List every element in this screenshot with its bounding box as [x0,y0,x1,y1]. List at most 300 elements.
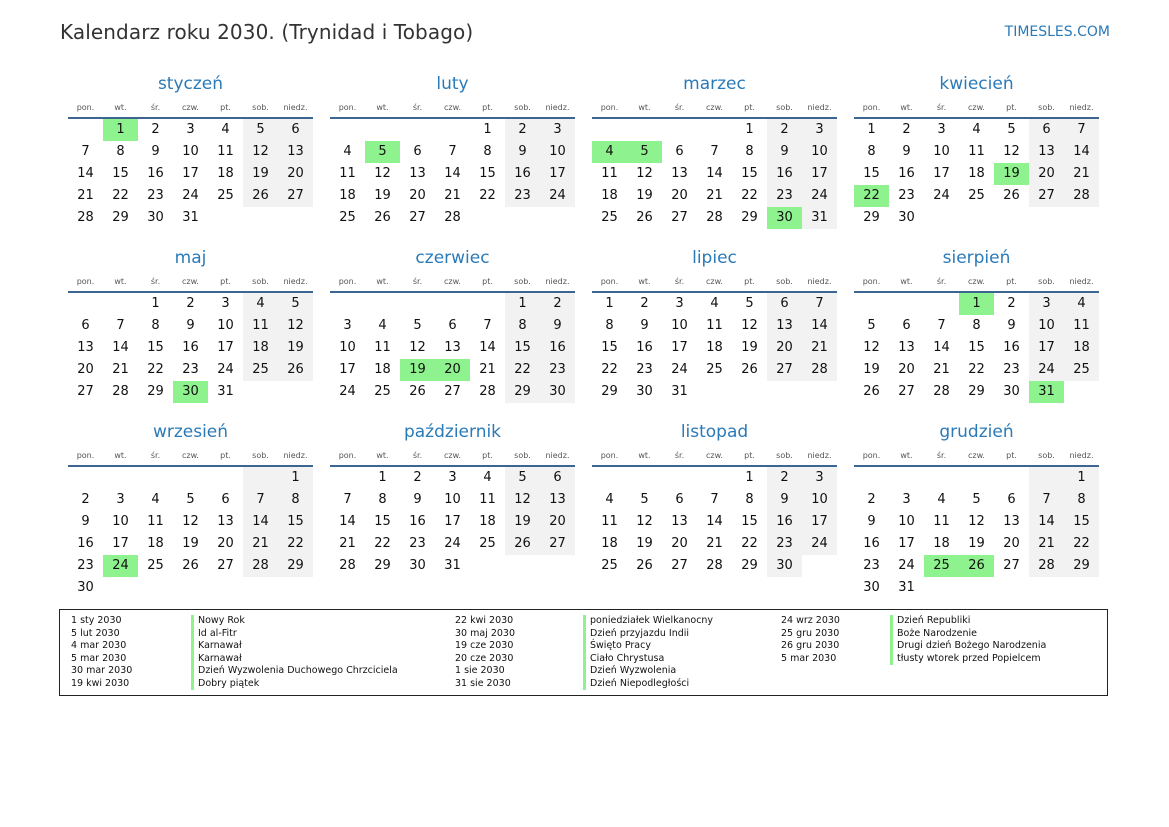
holiday-day-cell: 1 [103,119,138,141]
day-cell: 29 [147,384,164,399]
day-cell: 1 [483,122,492,137]
legend-date: 22 kwi 2030 [455,615,514,626]
day-cell: 5 [278,293,313,315]
day-cell: 17 [182,166,199,181]
day-cell: 19 [968,536,985,551]
empty-cell [1029,577,1064,599]
day-cell: 25 [601,558,618,573]
legend-date: 24 wrz 2030 [781,615,840,626]
day-cell: 7 [116,318,125,333]
days-grid [592,119,837,229]
day-cell: 8 [745,144,754,159]
day-cell: 9 [767,489,802,511]
days-grid [330,467,575,577]
weekday-label: wt. [114,451,127,460]
day-cell: 11 [217,144,234,159]
day-cell: 27 [444,384,461,399]
legend-holiday-name: Święto Pracy [590,640,651,651]
days-grid [854,119,1099,229]
empty-cell [103,577,138,599]
day-cell: 15 [741,166,758,181]
empty-cell [278,381,313,403]
day-cell: 23 [77,558,94,573]
day-cell: 20 [409,188,426,203]
day-cell: 8 [867,144,876,159]
day-cell: 26 [182,558,199,573]
day-cell: 5 [972,492,981,507]
day-cell: 4 [243,293,278,315]
day-cell: 21 [243,533,278,555]
day-cell: 23 [147,188,164,203]
empty-cell [365,293,400,315]
day-cell: 10 [182,144,199,159]
weekday-label: śr. [674,277,685,286]
weekday-label: pon. [862,451,881,460]
weekday-label: pt. [744,277,755,286]
day-cell: 10 [802,489,837,511]
holiday-day-cell: 26 [959,555,994,577]
day-cell: 11 [968,144,985,159]
day-cell: 13 [898,340,915,355]
day-cell: 2 [867,492,876,507]
weekday-header [330,447,575,467]
month-name: sierpień [942,248,1011,268]
day-cell: 10 [444,492,461,507]
day-cell: 3 [802,467,837,489]
day-cell: 8 [745,492,754,507]
day-cell: 2 [151,122,160,137]
empty-cell [924,293,959,315]
days-grid [330,119,575,229]
day-cell: 18 [601,188,618,203]
day-cell: 3 [540,119,575,141]
day-cell: 26 [636,210,653,225]
legend-holiday-name: Dzień Republiki [897,615,971,626]
day-cell: 27 [217,558,234,573]
month-calendar [592,70,837,244]
weekday-label: sob. [252,103,269,112]
day-cell: 14 [444,166,461,181]
weekday-label: pon. [76,451,95,460]
weekday-label: pon. [862,103,881,112]
day-cell: 26 [636,558,653,573]
day-cell: 20 [671,188,688,203]
day-cell: 8 [505,315,540,337]
day-cell: 13 [767,315,802,337]
empty-cell [802,555,837,577]
day-cell: 18 [968,166,985,181]
weekday-label: czw. [182,103,199,112]
day-cell: 16 [77,536,94,551]
day-cell: 5 [640,492,649,507]
day-cell: 12 [278,315,313,337]
legend-date: 4 mar 2030 [71,640,127,651]
legend-date: 19 kwi 2030 [71,677,130,689]
legend-date: 1 sie 2030 [455,665,505,676]
day-cell: 8 [278,489,313,511]
day-cell: 15 [147,340,164,355]
day-cell: 31 [802,207,837,229]
day-cell: 25 [147,558,164,573]
day-cell: 26 [409,384,426,399]
weekday-header [592,447,837,467]
weekday-label: pon. [76,277,95,286]
day-cell: 13 [217,514,234,529]
day-cell: 22 [505,359,540,381]
day-cell: 26 [863,384,880,399]
day-cell: 16 [1003,340,1020,355]
legend-holiday-name: Dzień Niepodległości [590,677,690,689]
weekday-label: sob. [514,451,531,460]
day-cell: 9 [1007,318,1016,333]
day-cell: 29 [374,558,391,573]
legend-date: 31 sie 2030 [455,677,511,689]
day-cell: 5 [413,318,422,333]
legend-holiday-name: Dzień Wyzwolenia [590,665,677,676]
empty-cell [103,467,138,489]
day-cell: 17 [898,536,915,551]
day-cell: 20 [278,163,313,185]
weekday-label: czw. [968,277,985,286]
day-cell: 12 [374,166,391,181]
day-cell: 13 [278,141,313,163]
weekday-label: niedz. [807,277,832,286]
empty-cell [1064,381,1099,403]
day-cell: 19 [505,511,540,533]
day-cell: 12 [1003,144,1020,159]
day-cell: 25 [601,210,618,225]
day-cell: 21 [112,362,129,377]
month-calendar [330,70,575,244]
day-cell: 21 [802,337,837,359]
day-cell: 28 [339,558,356,573]
day-cell: 18 [601,536,618,551]
day-cell: 28 [77,210,94,225]
day-cell: 23 [767,533,802,555]
empty-cell [505,207,540,229]
empty-cell [959,207,994,229]
month-calendar [854,244,1099,418]
day-cell: 30 [636,384,653,399]
day-cell: 15 [968,340,985,355]
weekday-label: wt. [376,103,389,112]
day-cell: 7 [1029,489,1064,511]
day-cell: 15 [278,511,313,533]
weekday-label: niedz. [1069,451,1094,460]
day-cell: 23 [767,185,802,207]
day-cell: 20 [1029,163,1064,185]
day-cell: 28 [444,210,461,225]
weekday-label: niedz. [1069,277,1094,286]
day-cell: 10 [1029,315,1064,337]
day-cell: 20 [540,511,575,533]
holiday-day-cell: 19 [400,359,435,381]
empty-cell [854,467,889,489]
legend-date: 25 gru 2030 [781,627,840,639]
day-cell: 12 [182,514,199,529]
weekday-label: wt. [900,451,913,460]
day-cell: 9 [413,492,422,507]
day-cell: 15 [374,514,391,529]
days-grid [330,293,575,403]
holiday-legend [59,609,1108,696]
weekday-label: sob. [1038,277,1055,286]
day-cell: 30 [409,558,426,573]
legend-holiday-name: Boże Narodzenie [897,627,977,639]
weekday-header [68,447,313,467]
day-cell: 6 [675,144,684,159]
day-cell: 2 [767,119,802,141]
day-cell: 15 [863,166,880,181]
day-cell: 14 [706,166,723,181]
day-cell: 14 [479,340,496,355]
day-cell: 19 [182,536,199,551]
day-cell: 1 [278,467,313,489]
month-calendar [592,244,837,418]
day-cell: 8 [378,492,387,507]
day-cell: 2 [640,296,649,311]
legend-date: 5 lut 2030 [71,627,120,639]
legend-holiday-name: Ciało Chrystusa [590,652,665,664]
day-cell: 2 [81,492,90,507]
empty-cell [470,555,505,577]
day-cell: 25 [243,359,278,381]
site-link[interactable]: TIMESLES.COM [1004,24,1110,40]
day-cell: 5 [186,492,195,507]
day-cell: 18 [374,362,391,377]
day-cell: 25 [1064,359,1099,381]
empty-cell [435,293,470,315]
day-cell: 1 [378,470,387,485]
day-cell: 11 [374,340,391,355]
days-grid [592,467,837,577]
legend-dates-1 [71,615,132,690]
legend-holiday-name: Karnawał [198,652,242,664]
day-cell: 1 [605,296,614,311]
legend-date: 30 mar 2030 [71,665,133,676]
day-cell: 1 [1064,467,1099,489]
day-cell: 6 [413,144,422,159]
legend-date: 26 gru 2030 [781,640,840,651]
empty-cell [400,293,435,315]
holiday-day-cell: 22 [854,185,889,207]
day-cell: 22 [1064,533,1099,555]
day-cell: 27 [1029,185,1064,207]
day-cell: 19 [863,362,880,377]
day-cell: 6 [81,318,90,333]
day-cell: 10 [933,144,950,159]
empty-cell [767,381,802,403]
day-cell: 28 [802,359,837,381]
day-cell: 3 [675,296,684,311]
day-cell: 17 [540,163,575,185]
day-cell: 27 [540,533,575,555]
month-name: czerwiec [415,248,490,268]
day-cell: 9 [767,141,802,163]
day-cell: 1 [745,122,754,137]
month-calendar [330,418,575,592]
empty-cell [924,467,959,489]
empty-cell [1029,467,1064,489]
day-cell: 30 [540,381,575,403]
empty-cell [994,577,1029,599]
day-cell: 10 [898,514,915,529]
day-cell: 17 [217,340,234,355]
day-cell: 16 [767,511,802,533]
day-cell: 21 [933,362,950,377]
month-name: luty [436,74,469,94]
day-cell: 23 [1003,362,1020,377]
day-cell: 7 [81,144,90,159]
day-cell: 24 [802,533,837,555]
day-cell: 4 [605,492,614,507]
day-cell: 19 [278,337,313,359]
month-name: lipiec [692,248,737,268]
day-cell: 11 [479,492,496,507]
empty-cell [662,467,697,489]
empty-cell [243,577,278,599]
weekday-label: wt. [638,103,651,112]
month-name: marzec [683,74,746,94]
day-cell: 6 [767,293,802,315]
day-cell: 21 [1064,163,1099,185]
day-cell: 26 [278,359,313,381]
day-cell: 3 [116,492,125,507]
day-cell: 28 [1029,555,1064,577]
weekday-label: wt. [900,277,913,286]
day-cell: 15 [112,166,129,181]
weekday-header [68,99,313,119]
day-cell: 9 [81,514,90,529]
empty-cell [505,555,540,577]
day-cell: 13 [671,514,688,529]
weekday-label: wt. [638,451,651,460]
day-cell: 4 [710,296,719,311]
weekday-label: sob. [776,103,793,112]
day-cell: 12 [863,340,880,355]
day-cell: 5 [243,119,278,141]
day-cell: 23 [505,185,540,207]
day-cell: 9 [540,315,575,337]
day-cell: 24 [182,188,199,203]
legend-date: 1 sty 2030 [71,615,122,626]
day-cell: 16 [540,337,575,359]
day-cell: 18 [706,340,723,355]
day-cell: 31 [671,384,688,399]
day-cell: 23 [636,362,653,377]
day-cell: 4 [972,122,981,137]
weekday-label: wt. [114,277,127,286]
legend-holiday-name: Karnawał [198,640,242,651]
day-cell: 11 [1064,315,1099,337]
day-cell: 10 [217,318,234,333]
day-cell: 2 [1007,296,1016,311]
day-cell: 5 [1007,122,1016,137]
days-grid [854,467,1099,599]
page-title: Kalendarz roku 2030. (Trynidad i Tobago) [60,20,474,44]
weekday-label: śr. [674,103,685,112]
day-cell: 6 [1007,492,1016,507]
day-cell: 2 [902,122,911,137]
month-calendar [68,418,313,595]
weekday-label: śr. [412,451,423,460]
day-cell: 31 [898,580,915,595]
weekday-label: pon. [338,451,357,460]
day-cell: 27 [77,384,94,399]
day-cell: 11 [933,514,950,529]
month-name: listopad [680,422,749,442]
empty-cell [470,293,505,315]
weekday-label: czw. [444,277,461,286]
day-cell: 1 [745,470,754,485]
weekday-label: śr. [674,451,685,460]
weekday-label: sob. [514,103,531,112]
weekday-label: śr. [412,277,423,286]
day-cell: 7 [1064,119,1099,141]
day-cell: 28 [112,384,129,399]
day-cell: 26 [374,210,391,225]
day-cell: 29 [741,558,758,573]
day-cell: 9 [151,144,160,159]
weekday-header [330,99,575,119]
day-cell: 14 [243,511,278,533]
day-cell: 6 [902,318,911,333]
day-cell: 25 [706,362,723,377]
day-cell: 14 [706,514,723,529]
empty-cell [540,555,575,577]
day-cell: 3 [802,119,837,141]
empty-cell [138,577,173,599]
day-cell: 11 [243,315,278,337]
empty-cell [68,467,103,489]
day-cell: 11 [706,318,723,333]
weekday-header [68,273,313,293]
weekday-label: pon. [600,451,619,460]
day-cell: 22 [479,188,496,203]
day-cell: 13 [409,166,426,181]
day-cell: 10 [802,141,837,163]
days-grid [68,467,313,599]
day-cell: 27 [671,558,688,573]
day-cell: 5 [745,296,754,311]
empty-cell [68,119,103,141]
day-cell: 13 [77,340,94,355]
day-cell: 30 [863,580,880,595]
day-cell: 24 [339,384,356,399]
holiday-day-cell: 30 [173,381,208,403]
legend-holiday-name: poniedziałek Wielkanocny [590,615,714,626]
day-cell: 16 [898,166,915,181]
month-name: wrzesień [152,422,229,442]
legend-dates-2 [455,615,515,690]
day-cell: 24 [540,185,575,207]
days-grid [68,293,313,403]
weekday-label: niedz. [283,277,308,286]
month-name: grudzień [939,422,1014,442]
empty-cell [243,381,278,403]
empty-cell [173,467,208,489]
day-cell: 30 [898,210,915,225]
weekday-label: czw. [444,103,461,112]
day-cell: 25 [479,536,496,551]
day-cell: 17 [671,340,688,355]
weekday-label: czw. [706,451,723,460]
day-cell: 3 [902,492,911,507]
day-cell: 12 [243,141,278,163]
weekday-label: niedz. [283,103,308,112]
weekday-label: pon. [76,103,95,112]
day-cell: 6 [1029,119,1064,141]
